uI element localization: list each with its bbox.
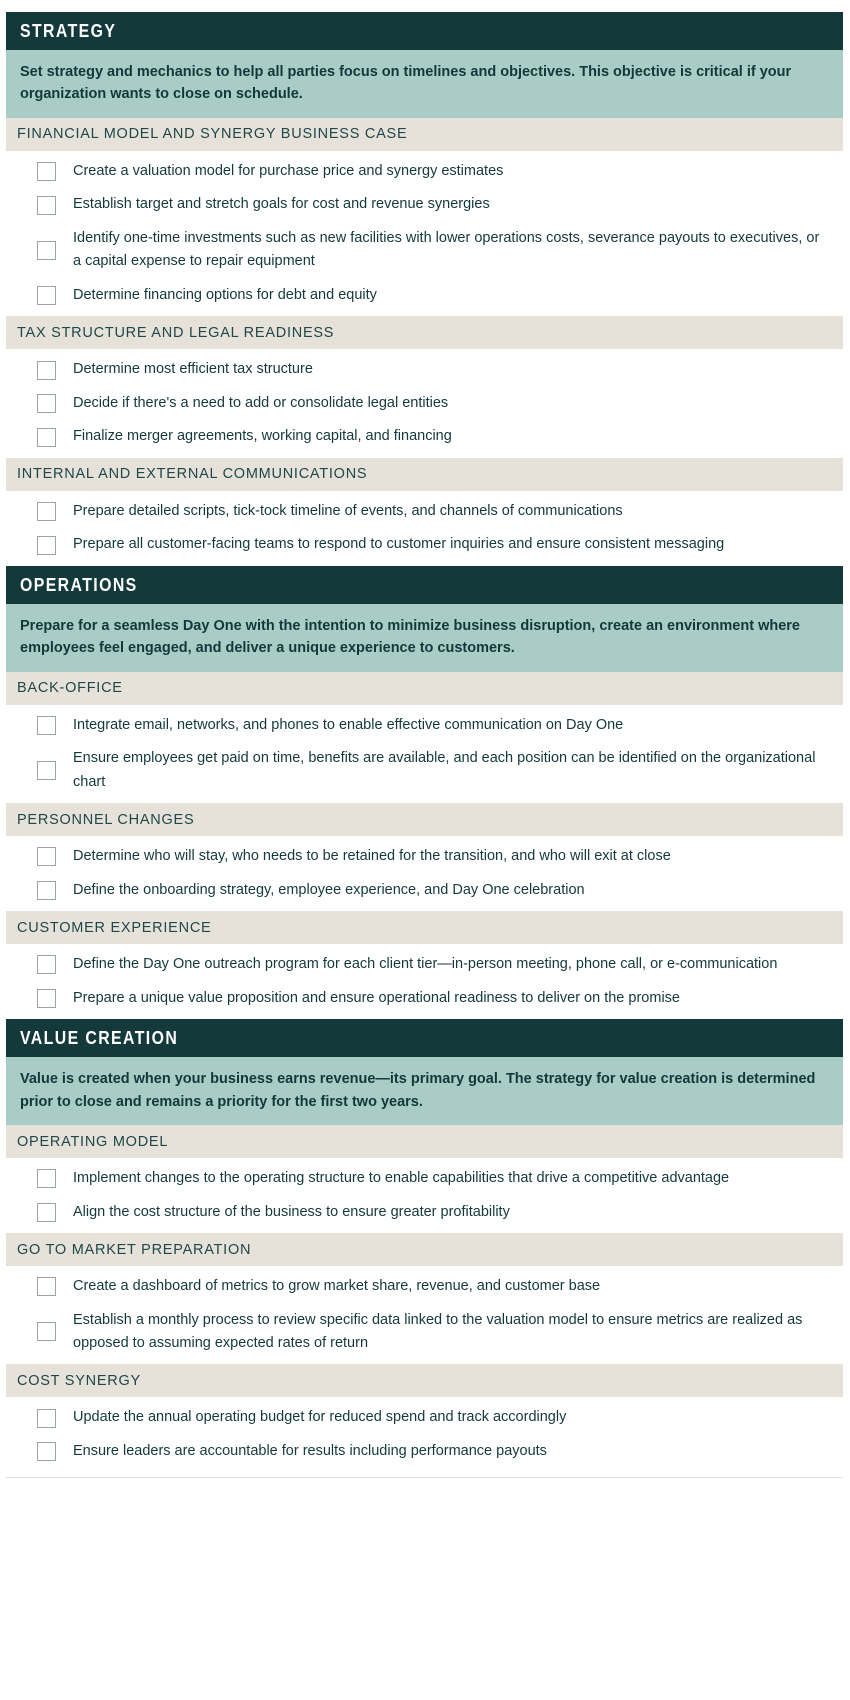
- checklist-item[interactable]: [6, 188, 843, 221]
- checklist-items: [6, 1266, 843, 1364]
- checklist-item[interactable]: [6, 387, 843, 420]
- checkbox-icon[interactable]: [37, 955, 56, 974]
- checklist-item[interactable]: [6, 279, 843, 312]
- checklist-item-label: Decide if there's a need to add or consolidate legal entities: [73, 394, 449, 411]
- section: [6, 1019, 843, 1472]
- checklist-item-label: Identify one-time investments such as new facilities with lower operations costs, severance payouts to executives, or a capital expense to repair equipment: [73, 229, 820, 270]
- checklist-item[interactable]: [6, 1196, 843, 1229]
- section-description: Prepare for a seamless Day One with the intention to minimize business disruption, create an environment where employees feel engaged, and deliver a unique experience to customers.: [6, 604, 843, 672]
- checkbox-icon[interactable]: [37, 1277, 56, 1296]
- checklist-items: [6, 1158, 843, 1233]
- subsection-header: CUSTOMER EXPERIENCE: [6, 911, 843, 944]
- section-title: OPERATIONS: [20, 574, 138, 595]
- checklist-item-label: Prepare a unique value proposition and ensure operational readiness to deliver on the promise: [73, 989, 680, 1006]
- checklist-item[interactable]: [6, 742, 843, 799]
- checkbox-icon[interactable]: [37, 162, 56, 181]
- checkbox-icon[interactable]: [37, 1409, 56, 1428]
- section-description: Set strategy and mechanics to help all parties focus on timelines and objectives. This objective is critical if your organization wants to close on schedule.: [6, 50, 843, 118]
- bottom-divider: [6, 1477, 843, 1478]
- checklist-item[interactable]: [6, 948, 843, 981]
- checklist-item-label: Establish a monthly process to review specific data linked to the valuation model to ensure metrics are realized as opposed to assuming expected rates of return: [73, 1311, 803, 1351]
- checklist-item-label: Integrate email, networks, and phones to enable effective communication on Day One: [73, 716, 624, 733]
- checkbox-icon[interactable]: [37, 241, 56, 260]
- checkbox-icon[interactable]: [37, 1322, 56, 1341]
- checkbox-icon[interactable]: [37, 761, 56, 780]
- checkbox-icon[interactable]: [37, 536, 56, 555]
- checklist-item[interactable]: [6, 982, 843, 1015]
- subsection-header: GO TO MARKET PREPARATION: [6, 1233, 843, 1266]
- sections-container: [6, 12, 843, 1472]
- subsection-header: TAX STRUCTURE AND LEGAL READINESS: [6, 316, 843, 349]
- checklist-item-label: Prepare all customer-facing teams to respond to customer inquiries and ensure consistent messaging: [73, 536, 725, 553]
- checklist-item[interactable]: [6, 1304, 843, 1361]
- checkbox-icon[interactable]: [37, 881, 56, 900]
- checklist-item-label: Determine financing options for debt and equity: [73, 286, 377, 303]
- checkbox-icon[interactable]: [37, 428, 56, 447]
- checklist-item[interactable]: [6, 1401, 843, 1434]
- section-banner: [6, 1019, 843, 1057]
- checklist-item-label: Implement changes to the operating structure to enable capabilities that drive a competitive advantage: [73, 1170, 730, 1187]
- checkbox-icon[interactable]: [37, 361, 56, 380]
- checklist-item[interactable]: [6, 1162, 843, 1195]
- checklist-item[interactable]: [6, 495, 843, 528]
- checklist-item-label: Ensure employees get paid on time, benefits are available, and each position can be identified on the organizational chart: [73, 750, 816, 790]
- checklist-item-label: Determine who will stay, who needs to be retained for the transition, and who will exit at close: [73, 848, 671, 865]
- checklist-items: [6, 151, 843, 316]
- subsection-header: BACK-OFFICE: [6, 672, 843, 705]
- checkbox-icon[interactable]: [37, 1203, 56, 1222]
- checkbox-icon[interactable]: [37, 716, 56, 735]
- checklist-item[interactable]: [6, 420, 843, 453]
- section: [6, 12, 843, 566]
- subsection-header: COST SYNERGY: [6, 1364, 843, 1397]
- checklist-item-label: Ensure leaders are accountable for results including performance payouts: [73, 1442, 547, 1459]
- checklist-item-label: Define the Day One outreach program for each client tier—in-person meeting, phone call, or e-communication: [73, 956, 778, 973]
- section-banner: [6, 566, 843, 604]
- checkbox-icon[interactable]: [37, 286, 56, 305]
- checklist-items: [6, 944, 843, 1019]
- checklist-items: [6, 1397, 843, 1472]
- checklist-item-label: Create a valuation model for purchase price and synergy estimates: [73, 162, 504, 179]
- checkbox-icon[interactable]: [37, 502, 56, 521]
- subsection-header: PERSONNEL CHANGES: [6, 803, 843, 836]
- checklist-item[interactable]: [6, 840, 843, 873]
- checkbox-icon[interactable]: [37, 847, 56, 866]
- checklist-items: [6, 705, 843, 803]
- section-title: STRATEGY: [20, 21, 117, 41]
- checkbox-icon[interactable]: [37, 196, 56, 215]
- section-title: VALUE CREATION: [20, 1028, 179, 1049]
- checklist-item-label: Align the cost structure of the business to ensure greater profitability: [73, 1203, 510, 1220]
- checklist-item[interactable]: [6, 528, 843, 561]
- checkbox-icon[interactable]: [37, 1169, 56, 1188]
- checklist-item-label: Establish target and stretch goals for cost and revenue synergies: [73, 196, 490, 213]
- checklist-item-label: Define the onboarding strategy, employee experience, and Day One celebration: [73, 881, 585, 898]
- section-description: Value is created when your business earns revenue—its primary goal. The strategy for value creation is determined prior to close and remains a priority for the first two years.: [6, 1057, 843, 1125]
- checkbox-icon[interactable]: [37, 394, 56, 413]
- checklist-item[interactable]: [6, 1270, 843, 1303]
- subsection-header: FINANCIAL MODEL AND SYNERGY BUSINESS CASE: [6, 118, 843, 151]
- section: [6, 566, 843, 1019]
- checklist-items: [6, 836, 843, 911]
- checklist-item[interactable]: [6, 1435, 843, 1468]
- checklist-item-label: Prepare detailed scripts, tick-tock timeline of events, and channels of communications: [73, 502, 623, 519]
- checklist-item[interactable]: [6, 155, 843, 188]
- checklist-items: [6, 491, 843, 566]
- checklist-item-label: Update the annual operating budget for reduced spend and track accordingly: [73, 1409, 567, 1426]
- checklist-item-label: Finalize merger agreements, working capital, and financing: [73, 428, 452, 445]
- checklist-item-label: Create a dashboard of metrics to grow market share, revenue, and customer base: [73, 1278, 601, 1295]
- checklist-item[interactable]: [6, 874, 843, 907]
- checkbox-icon[interactable]: [37, 989, 56, 1008]
- checkbox-icon[interactable]: [37, 1442, 56, 1461]
- checklist-item[interactable]: [6, 353, 843, 386]
- subsection-header: OPERATING MODEL: [6, 1125, 843, 1158]
- section-banner: [6, 12, 843, 50]
- subsection-header: INTERNAL AND EXTERNAL COMMUNICATIONS: [6, 458, 843, 491]
- checklist-item[interactable]: [6, 709, 843, 742]
- checklist-items: [6, 349, 843, 457]
- checklist-item[interactable]: [6, 222, 843, 279]
- checklist-item-label: Determine most efficient tax structure: [73, 361, 313, 378]
